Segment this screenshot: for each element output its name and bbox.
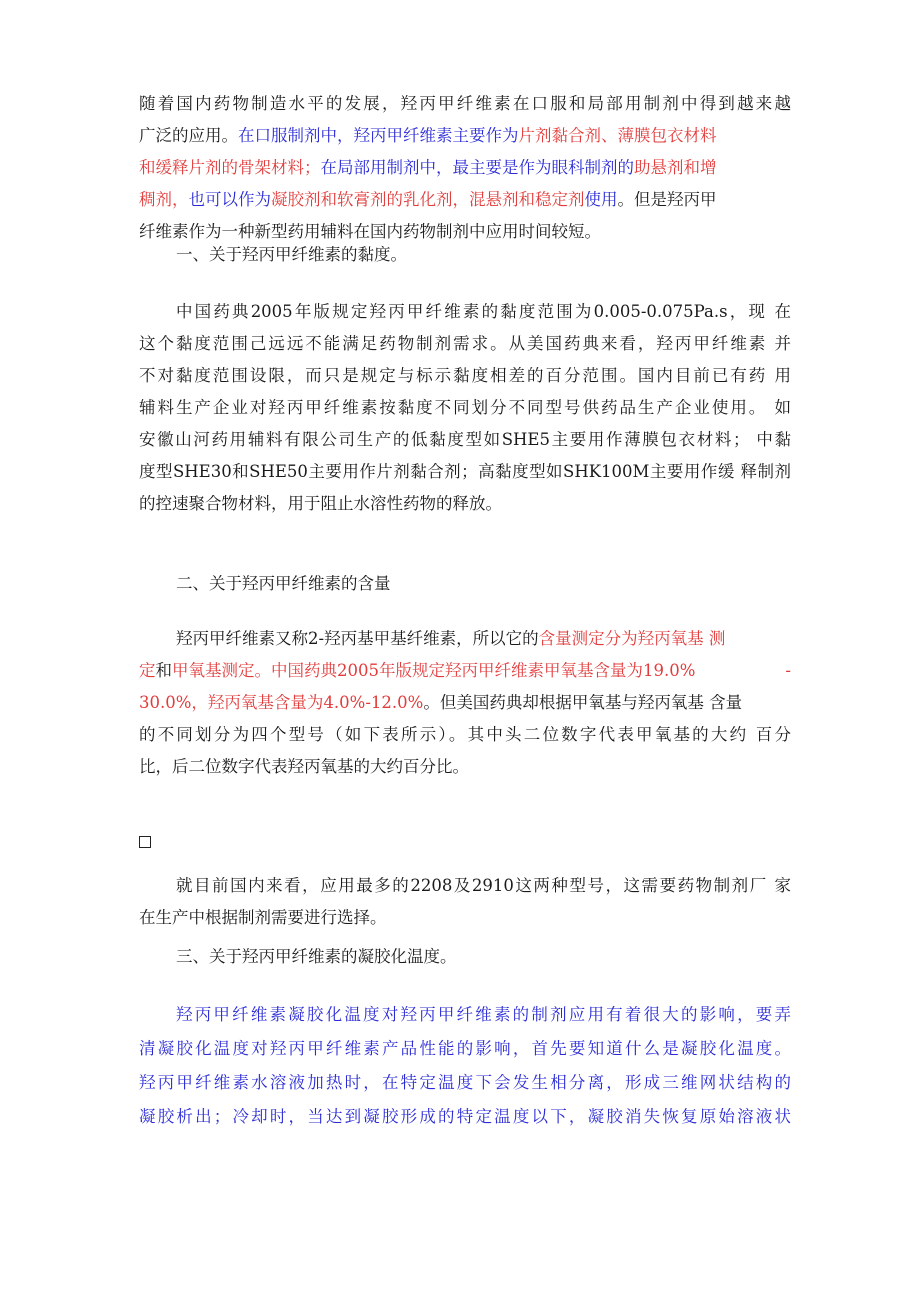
intro-line-4: 稠剂，也可以作为凝胶剂和软膏剂的乳化剂，混悬剂和稳定剂使用。但是羟丙甲 — [139, 190, 717, 209]
section2-after-line-2: 在生产中根据制剂需要进行选择。 — [139, 908, 387, 927]
section2-after-line-1: 就目前国内来看，应用最多的2208及2910这两种型号，这需要药物制剂厂 家 — [176, 876, 791, 895]
intro-line-1: 随着国内药物制造水平的发展，羟丙甲纤维素在口服和局部用制剂中得到越来越 — [139, 94, 791, 113]
section1-line-1: 中国药典2005年版规定羟丙甲纤维素的黏度范围为0.005-0.075Pa.s，现 在 — [176, 302, 791, 321]
section2-line-5: 比，后二位数字代表羟丙氧基的大约百分比。 — [139, 757, 469, 776]
section3-line-3: 羟丙甲纤维素水溶液加热时，在特定温度下会发生相分离，形成三维网状结构的 — [139, 1073, 791, 1092]
section2-line-4: 的不同划分为四个型号（如下表所示）。其中头二位数字代表甲氧基的大约 百分 — [139, 725, 791, 744]
section2-paragraph — [139, 623, 791, 783]
section1-line-5: 安徽山河药用辅料有限公司生产的低黏度型如SHE5主要用作薄膜包衣材料； 中黏 — [139, 430, 791, 449]
section1-line-4: 辅料生产企业对羟丙甲纤维素按黏度不同划分不同型号供药品生产企业使用。 如 — [139, 398, 791, 417]
section2-line-3: 30.0%，羟丙氧基含量为4.0%-12.0%。但美国药典却根据甲氧基与羟丙氧基 含量 — [139, 693, 743, 712]
section1-line-6: 度型SHE30和SHE50主要用作片剂黏合剂；高黏度型如SHK100M主要用作缓 释制剂 — [139, 462, 791, 481]
section3-line-4: 凝胶析出；冷却时，当达到凝胶形成的特定温度以下，凝胶消失恢复原始溶液状 — [139, 1107, 791, 1126]
table-placeholder-checkbox[interactable] — [139, 836, 151, 848]
section3-heading: 三、关于羟丙甲纤维素的凝胶化温度。 — [176, 947, 457, 966]
section3-paragraph — [139, 998, 791, 1134]
section3-line-2: 清凝胶化温度对羟丙甲纤维素产品性能的影响，首先要知道什么是凝胶化温度。 — [139, 1039, 791, 1058]
intro-paragraph — [139, 88, 791, 248]
intro-line-3: 和缓释片剂的骨架材料；在局部用制剂中，最主要是作为眼科制剂的助悬剂和增 — [139, 158, 717, 177]
section1-line-3: 不对黏度范围设限，而只是规定与标示黏度相差的百分范围。国内目前已有药 用 — [139, 366, 791, 385]
section2-after-paragraph — [139, 870, 791, 934]
section3-line-1: 羟丙甲纤维素凝胶化温度对羟丙甲纤维素的制剂应用有着很大的影响，要弄 — [176, 1005, 791, 1024]
section2-line-1: 羟丙甲纤维素又称2-羟丙基甲基纤维素，所以它的含量测定分为羟丙氧基 测 — [176, 629, 726, 648]
intro-line-5: 纤维素作为一种新型药用辅料在国内药物制剂中应用时间较短。 — [139, 222, 601, 241]
section1-paragraph — [139, 296, 791, 520]
section1-heading: 一、关于羟丙甲纤维素的黏度。 — [176, 245, 407, 264]
section2-heading: 二、关于羟丙甲纤维素的含量 — [176, 574, 391, 593]
section2-line-2: 定和甲氧基测定。中国药典2005年版规定羟丙甲纤维素甲氧基含量为19.0% - — [139, 661, 791, 680]
section1-line-2: 这个黏度范围己远远不能满足药物制剂需求。从美国药典来看，羟丙甲纤维素 并 — [139, 334, 791, 353]
section1-line-7: 的控速聚合物材料，用于阻止水溶性药物的释放。 — [139, 494, 502, 513]
intro-line-2: 广泛的应用。在口服制剂中，羟丙甲纤维素主要作为片剂黏合剂、薄膜包衣材料 — [139, 126, 717, 145]
